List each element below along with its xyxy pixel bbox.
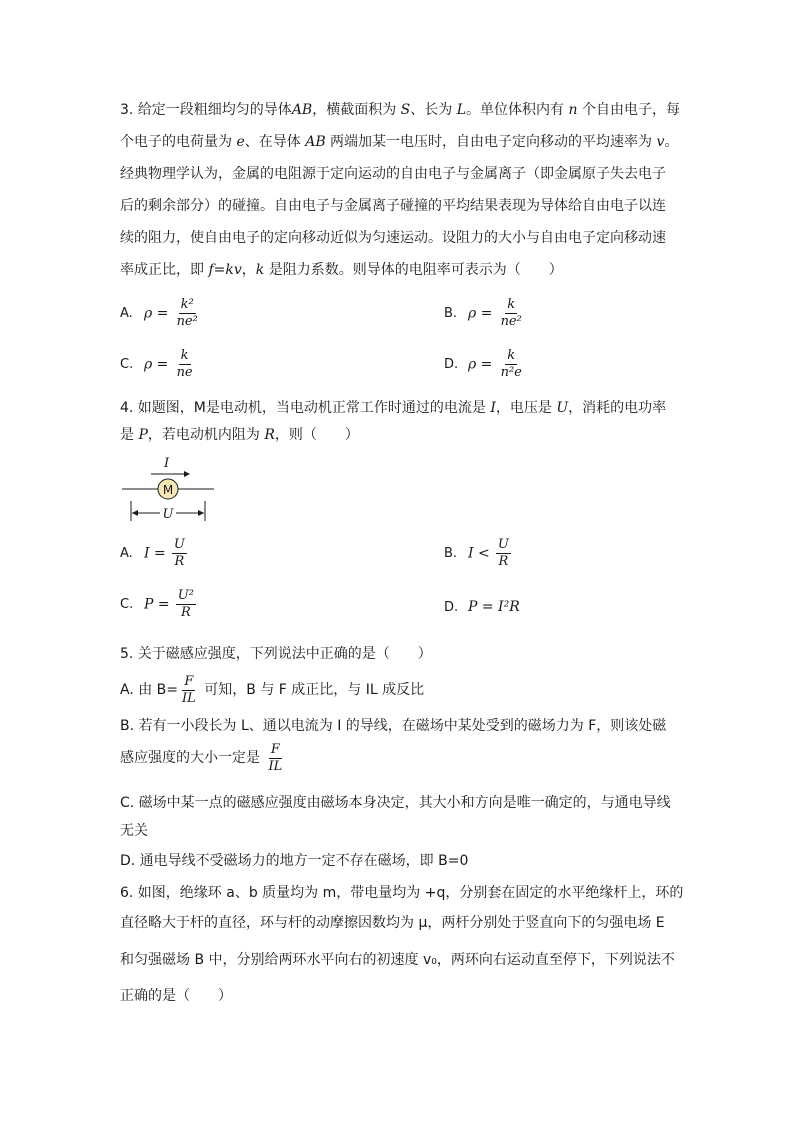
q5-option-d[interactable]: D. 通电导线不受磁场力的地方一定不存在磁场，即 B=0	[120, 853, 469, 869]
motor-label: M	[162, 483, 174, 497]
q3-option-a[interactable]: A. ρ = $\frac{\text{k²}}{\text{ne²}}$	[120, 297, 198, 329]
q3-line-2: 个电子的电荷量为 e、在导体 AB 两端加某一电压时，自由电子定向移动的平均速率为 v。	[120, 134, 679, 150]
q4-option-a[interactable]: A. I = $\frac{U}{R}$	[120, 537, 185, 569]
q4-option-c[interactable]: C. P = $\frac{\text{U²}}{R}$	[120, 588, 194, 620]
q3-option-d[interactable]: D. ρ = $\frac{k}{\text{n²e}}$	[444, 348, 522, 380]
q3-line-5: 续的阻力，使自由电子的定向移动近似为匀速运动。设阻力的大小与自由电子定向移动速	[120, 230, 666, 246]
q4-option-b[interactable]: B. I < $\frac{U}{R}$	[444, 537, 509, 569]
q4-option-c-fraction: $\frac{\text{U²}}{R}$	[177, 588, 194, 620]
q5-option-b-fraction: $\frac{F}{IL}$	[268, 741, 283, 774]
q3-line-1: 3. 给定一段粗细均匀的导体AB，横截面积为 S、长为 L。单位体积内有 n 个自由电子，每	[120, 102, 680, 118]
q5-option-c-line-1[interactable]: C. 磁场中某一点的磁感应强度由磁场本身决定，其大小和方向是唯一确定的，与通电导线	[120, 795, 671, 811]
q5-option-b-line-1[interactable]: B. 若有一小段长为 L、通以电流为 I 的导线，在磁场中某处受到的磁场力为 F，则该处磁	[120, 718, 667, 734]
q3-option-b-fraction: $\frac{k}{\text{ne²}}$	[500, 297, 522, 329]
q4-option-a-fraction: $\frac{U}{R}$	[173, 537, 185, 569]
q3-option-d-fraction: $\frac{k}{\text{n²e}}$	[500, 348, 522, 380]
q3-line-3: 经典物理学认为，金属的电阻源于定向运动的自由电子与金属离子（即金属原子失去电子	[120, 166, 666, 182]
current-label: I	[164, 456, 170, 471]
q3-option-c-fraction: $\frac{k}{ne}$	[176, 348, 193, 380]
q3-option-c[interactable]: C. ρ = $\frac{k}{ne}$	[120, 348, 193, 380]
q5-title: 5. 关于磁感应强度，下列说法中正确的是（ ）	[120, 646, 432, 662]
q5-option-a[interactable]: A. 由 B= $\frac{F}{IL}$ 可知，B 与 F 成正比，与 IL 成反比	[120, 673, 425, 706]
q6-line-4: 正确的是（ ）	[120, 988, 232, 1004]
voltage-arrow-head-left	[132, 510, 138, 516]
q4-line-1: 4. 如题图，M是电动机，当电动机正常工作时通过的电流是 I，电压是 U，消耗的电功率	[120, 400, 667, 416]
q4-line-2: 是 P，若电动机内阻为 R，则（ ）	[120, 427, 359, 443]
voltage-arrow-head-right	[198, 510, 204, 516]
q5-option-c-line-2[interactable]: 无关	[120, 823, 148, 839]
q6-line-3: 和匀强磁场 B 中，分别给两环水平向右的初速度 v₀，两环向右运动直至停下，下列说法不	[120, 952, 675, 968]
q3-line-6: 率成正比，即 f=kv，k 是阻力系数。则导体的电阻率可表示为（ ）	[120, 262, 563, 278]
q6-line-2: 直径略大于杆的直径，环与杆的动摩擦因数均为 μ，两杆分别处于竖直向下的匀强电场 E	[120, 915, 665, 931]
q5-option-a-fraction: $\frac{F}{IL}$	[182, 673, 196, 706]
voltage-label: U	[162, 507, 174, 522]
current-arrow-head	[184, 471, 190, 477]
q6-line-1: 6. 如图，绝缘环 a、b 质量均为 m，带电量均为 +q，分别套在固定的水平绝缘杆上，环的	[120, 885, 684, 901]
q4-option-b-fraction: $\frac{U}{R}$	[497, 537, 509, 569]
q4-option-d[interactable]: D. P = I²R	[444, 599, 520, 615]
q5-option-b-line-2[interactable]: 感应强度的大小一定是 $\frac{F}{IL}$	[120, 741, 283, 774]
q3-option-a-fraction: $\frac{\text{k²}}{\text{ne²}}$	[176, 297, 198, 329]
q3-option-b[interactable]: B. ρ = $\frac{k}{\text{ne²}}$	[444, 297, 522, 329]
motor-circuit-figure	[118, 455, 218, 527]
q3-line-4: 后的剩余部分）的碰撞。自由电子与金属离子碰撞的平均结果表现为导体给自由电子以连	[120, 198, 666, 214]
